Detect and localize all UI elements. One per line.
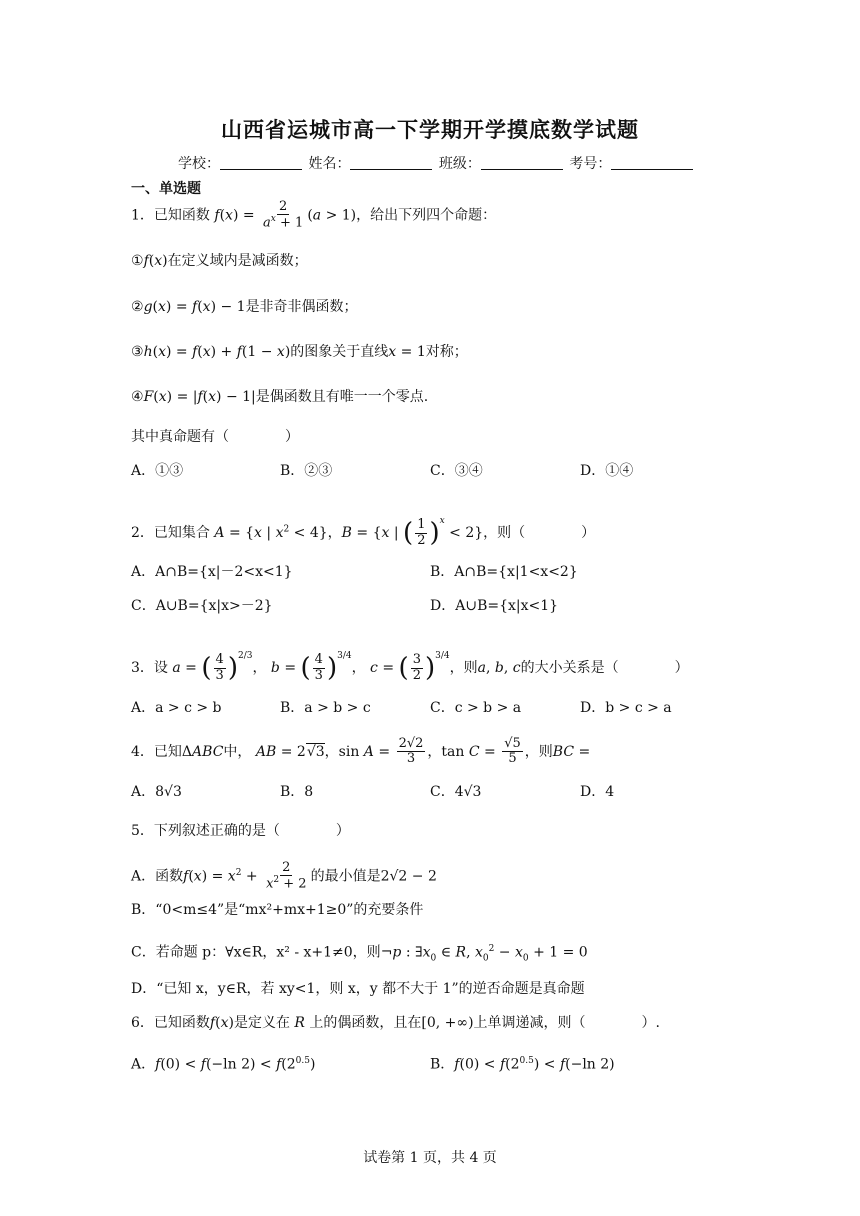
number-blank (611, 155, 693, 170)
question-1-proposition-1: ①f(x)在定义域内是减函数； (131, 253, 308, 269)
question-1-stem: 1．已知函数 f(x) = $\frac{2}{a^x + 1}$ (a > 1)，给出下列四个命题： (131, 199, 497, 231)
question-3-option-a: A．a > c > b (131, 700, 222, 716)
question-6-stem: 6．已知函数f(x)是定义在 R 上的偶函数，且在[0, +∞)上单调递减，则（ ）. (131, 1015, 660, 1031)
section-heading: 一、单选题 (131, 181, 201, 197)
name-blank (350, 155, 432, 170)
question-1-proposition-4: ④F(x) = |f(x) − 1|是偶函数且有唯一一个零点. (131, 389, 429, 405)
question-3-option-b: B．a > b > c (280, 700, 371, 716)
name-label: 姓名： (308, 156, 351, 172)
student-info-row (178, 153, 695, 173)
question-5-stem: 5．下列叙述正确的是（ ） (131, 823, 350, 839)
question-4-option-b: B．8 (280, 784, 314, 800)
question-4-option-c: C．4√3 (430, 784, 482, 800)
question-3-option-c: C．c > b > a (430, 700, 522, 716)
question-4-stem: 4．已知ΔABC中， AB = 2√3，sin A = $\frac{2√2}{3}$ ，tan C = $\frac{√5}{5}$ ，则BC = (131, 736, 591, 767)
question-3-stem: 3．设 a = ( $\frac{4}{3}$ )$^{2/3}$， b = ( $\frac{4}{3}$ )$^{3/4}$， c = ( $\frac{3}{2}$ )$^{3/4}$，则a, b, c的大小关系是（ ） (131, 651, 689, 683)
question-5-option-c: C．若命题 p：∀x∈R，x² - x+1≠0，则¬p : $\exists x_0$ ∈ R, $x_0^2 - x_0 + 1 = 0$ (131, 944, 588, 964)
question-2-option-a: A．A∩B={x|－2<x<1} (131, 564, 293, 580)
question-1-ask: 其中真命题有（ ） (131, 429, 299, 445)
fraction: $\frac{1}{2}$ (417, 517, 426, 548)
question-6-option-b: B．$f(0) < f(2^{0.5}) < f(-\ln$ 2) (430, 1056, 615, 1073)
number-label: 考号： (569, 156, 612, 172)
question-2-option-c: C．A∪B={x|x>－2} (131, 598, 273, 614)
question-1-option-b: B．②③ (280, 463, 333, 479)
question-4-option-d: D．4 (580, 784, 615, 800)
question-5-option-a: A．函数$f(x) = x^2$ + $\frac{2}{x^2 + 2}$ 的最小值是2√2 − 2 (131, 860, 437, 892)
class-blank (481, 155, 563, 170)
fraction: $\frac{2}{a^x + 1}$ (263, 199, 304, 231)
question-1-proposition-3: ③h(x) = f(x) + f(1 − x)的图象关于直线x = 1对称； (131, 344, 468, 360)
page-title: 山西省运城市高一下学期开学摸底数学试题 (221, 118, 639, 142)
question-5-option-b: B．“0<m≤4”是“mx²+mx+1≥0”的充要条件 (131, 902, 424, 918)
question-5-option-d: D．“已知 x，y∈R，若 xy<1，则 x，y 都不大于 1”的逆否命题是真命题 (131, 981, 585, 997)
question-1-option-a: A．①③ (131, 463, 184, 479)
question-4-option-a: A．8√3 (131, 784, 182, 800)
question-2-option-b: B．A∩B={x|1<x<2} (430, 564, 578, 580)
question-1-proposition-2: ②g(x) = f(x) − 1是非奇非偶函数； (131, 299, 358, 315)
question-1-option-d: D．①④ (580, 463, 634, 479)
question-1-option-c: C．③④ (430, 463, 483, 479)
question-6-option-a: A．f(0) < f(−ln $2) < f(2^{0.5})$ (131, 1056, 316, 1073)
question-2-option-d: D．A∪B={x|x<1} (430, 598, 559, 614)
school-label: 学校： (178, 156, 220, 172)
question-2-stem: 2．已知集合 A = {x | $x^2 < 4$}，B = {x | ( $\frac{1}{2}$ )$^x$ < 2}，则（ ） (131, 516, 596, 548)
page-footer: 试卷第 1 页，共 4 页 (363, 1150, 497, 1166)
question-3-option-d: D．b > c > a (580, 700, 672, 716)
class-label: 班级： (438, 156, 481, 172)
school-blank (220, 155, 302, 170)
